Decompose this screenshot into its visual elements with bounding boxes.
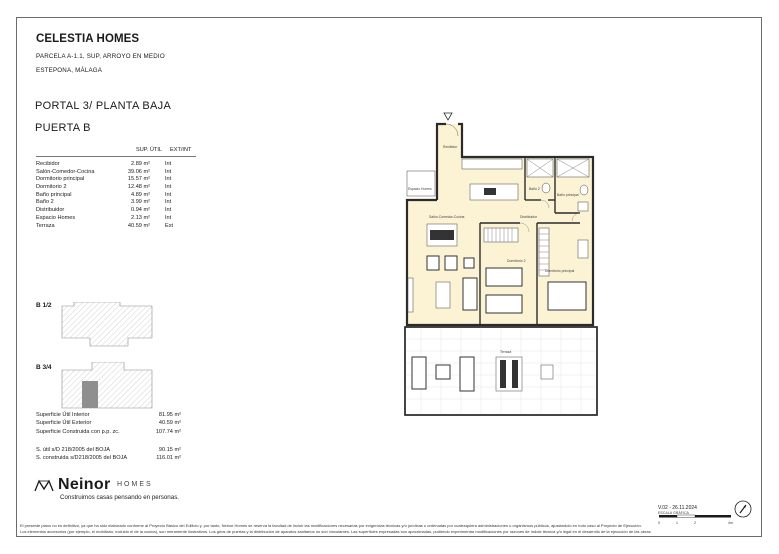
dining-chairs xyxy=(430,230,454,240)
sofa xyxy=(463,278,477,310)
room-name: Dormitorio 2 xyxy=(36,184,67,191)
cooktop xyxy=(484,188,496,195)
master-desk xyxy=(578,240,588,258)
room-name: Salón-Comedor-Cocina xyxy=(36,168,95,175)
room-type: Int xyxy=(165,191,172,198)
coffee-table xyxy=(436,282,450,308)
label-distribuidor: Distribuidor xyxy=(520,215,538,219)
room-name: Baño principal xyxy=(36,191,72,198)
summary-value: 40.59 m² xyxy=(158,420,181,426)
room-area: 2.89 m² xyxy=(131,161,150,167)
dorm2-bed-2 xyxy=(486,295,522,313)
tagline: Construimos casas pensando en personas. xyxy=(60,494,180,501)
room-name: Distribuidor xyxy=(36,207,65,214)
label-salon: Salón-Comedor-Cocina xyxy=(429,215,465,219)
label-terraza: Terraza xyxy=(500,350,512,354)
summary-value: 116.01 m² xyxy=(156,455,181,461)
room-type: Int xyxy=(165,168,172,175)
kitchen-counter xyxy=(462,159,522,169)
main-bath-sink xyxy=(578,202,588,211)
summary-label: Superficie Útil Exterior xyxy=(36,420,92,426)
neinor-logo-icon xyxy=(34,477,54,493)
label-espacio-homes: Espacio Homes xyxy=(408,187,432,191)
room-name: Baño 2 xyxy=(36,199,54,206)
neinor-logo-suffix: HOMES xyxy=(117,481,153,488)
main-bath-toilet xyxy=(580,185,588,195)
label-bano2: Baño 2 xyxy=(529,187,540,191)
room-area: 15.57 m² xyxy=(127,176,150,183)
room-area: 0.94 m² xyxy=(131,207,150,214)
north-arrow-icon xyxy=(733,499,753,519)
room-area: 40.59 m² xyxy=(127,222,150,229)
label-dormitorio2: Dormitorio 2 xyxy=(507,259,526,263)
summary-value: 81.95 m² xyxy=(158,412,181,418)
room-name: Dormitorio principal xyxy=(36,176,85,183)
room-type: Int xyxy=(165,207,172,214)
terrace-dining-table xyxy=(496,357,522,391)
label-bano-principal: Baño principal xyxy=(557,193,579,197)
tv-unit xyxy=(408,278,413,312)
dorm2-bed-1 xyxy=(486,268,522,286)
armchair-2 xyxy=(445,256,457,270)
key-plan-label-b12: B 1/2 xyxy=(36,302,52,309)
room-type: Int xyxy=(165,214,172,221)
col-type-header: EXT/INT xyxy=(170,147,192,153)
terrace-armchair xyxy=(436,365,450,379)
summary-value: 107.74 m² xyxy=(155,429,181,435)
room-type: Int xyxy=(165,176,172,183)
summary-label: Superficie Útil Interior xyxy=(36,412,90,418)
neinor-logo-text: Neinor xyxy=(58,476,111,493)
room-name: Terraza xyxy=(36,222,55,229)
version-label: V.02 - 26.11.2024 xyxy=(658,505,697,511)
terrace-chair xyxy=(541,365,553,379)
room-area: 39.06 m² xyxy=(127,168,150,175)
scale-label: ESCALA GRÁFICA xyxy=(658,511,689,515)
room-type: Ext xyxy=(165,222,174,229)
col-area-header: SUP. ÚTIL xyxy=(136,147,163,153)
bath2-toilet xyxy=(542,183,550,193)
room-type: Int xyxy=(165,199,172,206)
label-dormitorio-principal: Dormitorio principal xyxy=(545,269,575,273)
summary-label: Superficie Construida con p.p. zc. xyxy=(36,429,120,435)
terrace-lounger xyxy=(460,357,474,391)
disclaimer-line-1: El presente plano no es definitivo, ya que ha sido elaborado conforme al Proyecto Básico del Edificio y, por tanto, Neinor Homes se reserva la facultad de incluir las modificaciones necesarias por exigencias técnicas y/o jurídicas u ordenadas por cualesquiera administraciones u organismos públicos, ajustándolo en todo caso al Proyecto de Ejecución. xyxy=(20,523,642,528)
room-type: Int xyxy=(165,161,172,167)
armchair-1 xyxy=(427,256,439,270)
key-plan-label-b34: B 3/4 xyxy=(36,364,52,371)
terrace-sofa xyxy=(412,357,426,389)
summary-value: 90.15 m² xyxy=(158,447,181,453)
scale-tick-1: 1 xyxy=(676,521,678,525)
brand-title: CELESTIA HOMES xyxy=(36,33,140,45)
address-line-1: PARCELA A-1.1, SUP, ARROYO EN MEDIO xyxy=(36,53,165,60)
room-area: 2.13 m² xyxy=(131,214,150,221)
room-type: Int xyxy=(165,184,172,191)
master-bed xyxy=(548,282,586,310)
door-title: PUERTA B xyxy=(35,122,91,134)
summary-label: S. útil s/D 218/2005 del BOJA xyxy=(36,447,111,453)
espacio-homes-box xyxy=(407,171,435,196)
portal-floor-title: PORTAL 3/ PLANTA BAJA xyxy=(35,100,172,112)
entrance-marker xyxy=(444,113,452,120)
side-chair xyxy=(464,258,474,268)
hall-closet xyxy=(484,228,518,242)
scale-tick-2: 2 xyxy=(694,521,696,525)
room-name: Recibidor xyxy=(36,161,60,167)
scale-tick-3: 4m xyxy=(728,521,733,525)
summary-label: S. construida s/D218/2005 del BOJA xyxy=(36,455,128,461)
room-name: Espacio Homes xyxy=(36,214,76,221)
room-area: 4.89 m² xyxy=(131,191,150,198)
room-area: 3.99 m² xyxy=(131,199,150,206)
scale-tick-0: 0 xyxy=(658,521,660,525)
room-area: 12.48 m² xyxy=(127,184,150,191)
label-recibidor: Recibidor xyxy=(443,145,458,149)
disclaimer-line-2: Los elementos accesorios (por ejemplo, el mobiliario, incluido el de la cocina), son meramente ilustrativos. Los giros de puertas y la distribución de aparatos sanitarios no son vinculantes. Las superficies expresadas son aproximadas, pudiendo experimentar modificaciones por razones de índole técnica y/o legal en el desarrollo de la ejecución de las obras. xyxy=(20,529,652,534)
address-line-2: ESTEPONA, MÁLAGA xyxy=(36,67,103,74)
